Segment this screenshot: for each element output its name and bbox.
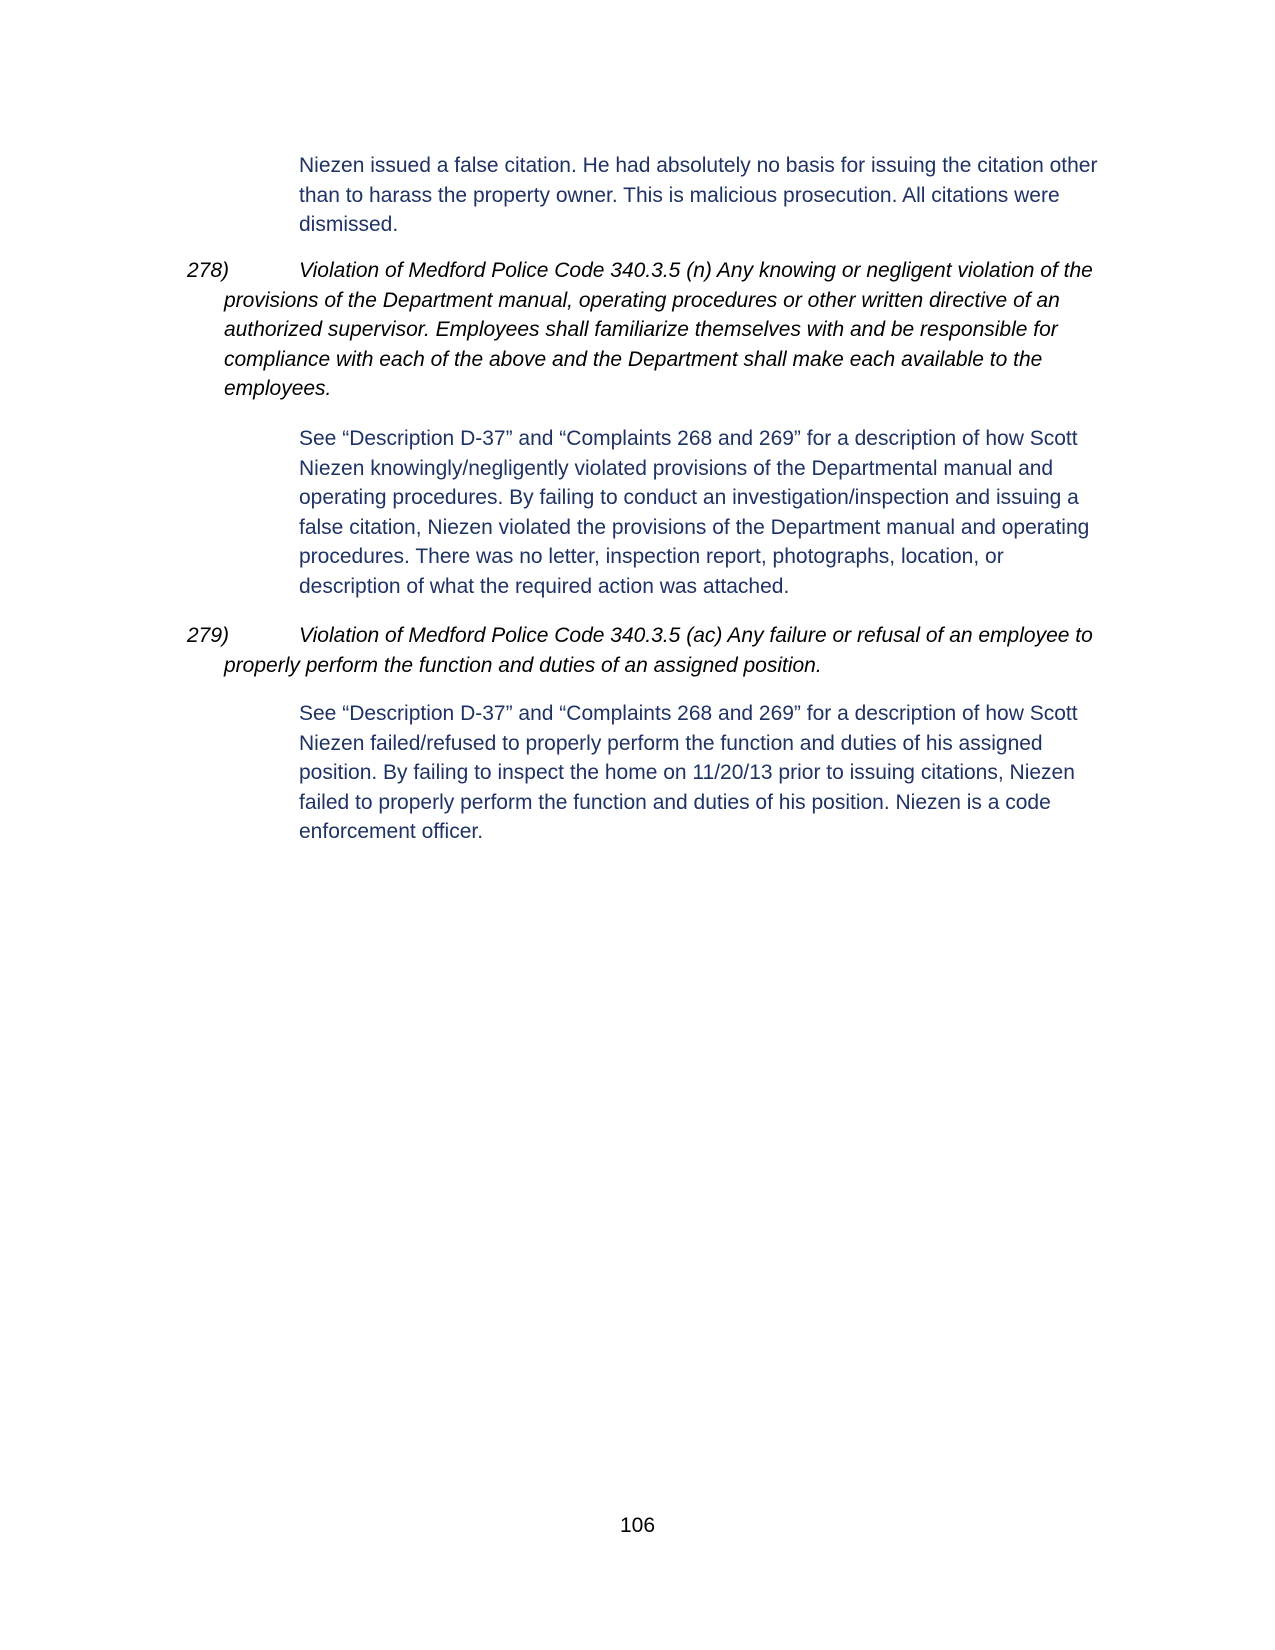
violation-item-278 (187, 256, 1107, 404)
text-line: description of what the required action was attached. (299, 574, 790, 598)
text-line: See “Description D-37” and “Complaints 268 and 269” for a description of how Scott (299, 702, 1078, 725)
text-line: operating procedures. By failing to conduct an investigation/inspection and issuing a (299, 486, 1079, 509)
text-line: Violation of Medford Police Code 340.3.5 (ac) Any failure or refusal of an employee to (299, 624, 1093, 647)
response-paragraph-278 (299, 424, 1119, 601)
text-line: position. By failing to inspect the home on 11/20/13 prior to issuing citations, Niezen (299, 761, 1075, 784)
text-line: Violation of Medford Police Code 340.3.5 (n) Any knowing or negligent violation of the (299, 259, 1093, 282)
text-line: dismissed. (299, 213, 399, 236)
item-number: 279) (187, 624, 230, 647)
text-line: Niezen knowingly/negligently violated provisions of the Departmental manual and (299, 456, 1054, 480)
text-line: employees. (224, 377, 332, 400)
text-line: false citation, Niezen violated the provisions of the Department manual and operating (299, 515, 1090, 539)
response-paragraph-citation (299, 151, 1119, 240)
page-number: 106 (619, 1514, 656, 1537)
text-line: procedures. There was no letter, inspection report, photographs, location, or (299, 545, 1004, 568)
item-first-line (187, 621, 1107, 651)
item-number: 278) (187, 259, 230, 282)
text-line: enforcement officer. (299, 820, 484, 843)
text-line: provisions of the Department manual, operating procedures or other written directive of an (224, 288, 1060, 312)
response-paragraph-279 (299, 699, 1119, 847)
item-first-line (187, 256, 1107, 286)
violation-item-279 (187, 621, 1107, 680)
text-line: See “Description D-37” and “Complaints 268 and 269” for a description of how Scott (299, 427, 1078, 450)
text-line: Niezen failed/refused to properly perform the function and duties of his assigned (299, 731, 1043, 755)
text-line: authorized supervisor. Employees shall familiarize themselves with and be responsible for (224, 318, 1058, 341)
text-line: failed to properly perform the function and duties of his position. Niezen is a code (299, 790, 1051, 814)
text-line: compliance with each of the above and the Department shall make each available to the (224, 347, 1043, 371)
text-line: properly perform the function and duties of an assigned position. (224, 653, 822, 677)
text-line: than to harass the property owner. This is malicious prosecution. All citations were (299, 183, 1060, 207)
text-line: Niezen issued a false citation. He had absolutely no basis for issuing the citation other (299, 154, 1098, 177)
